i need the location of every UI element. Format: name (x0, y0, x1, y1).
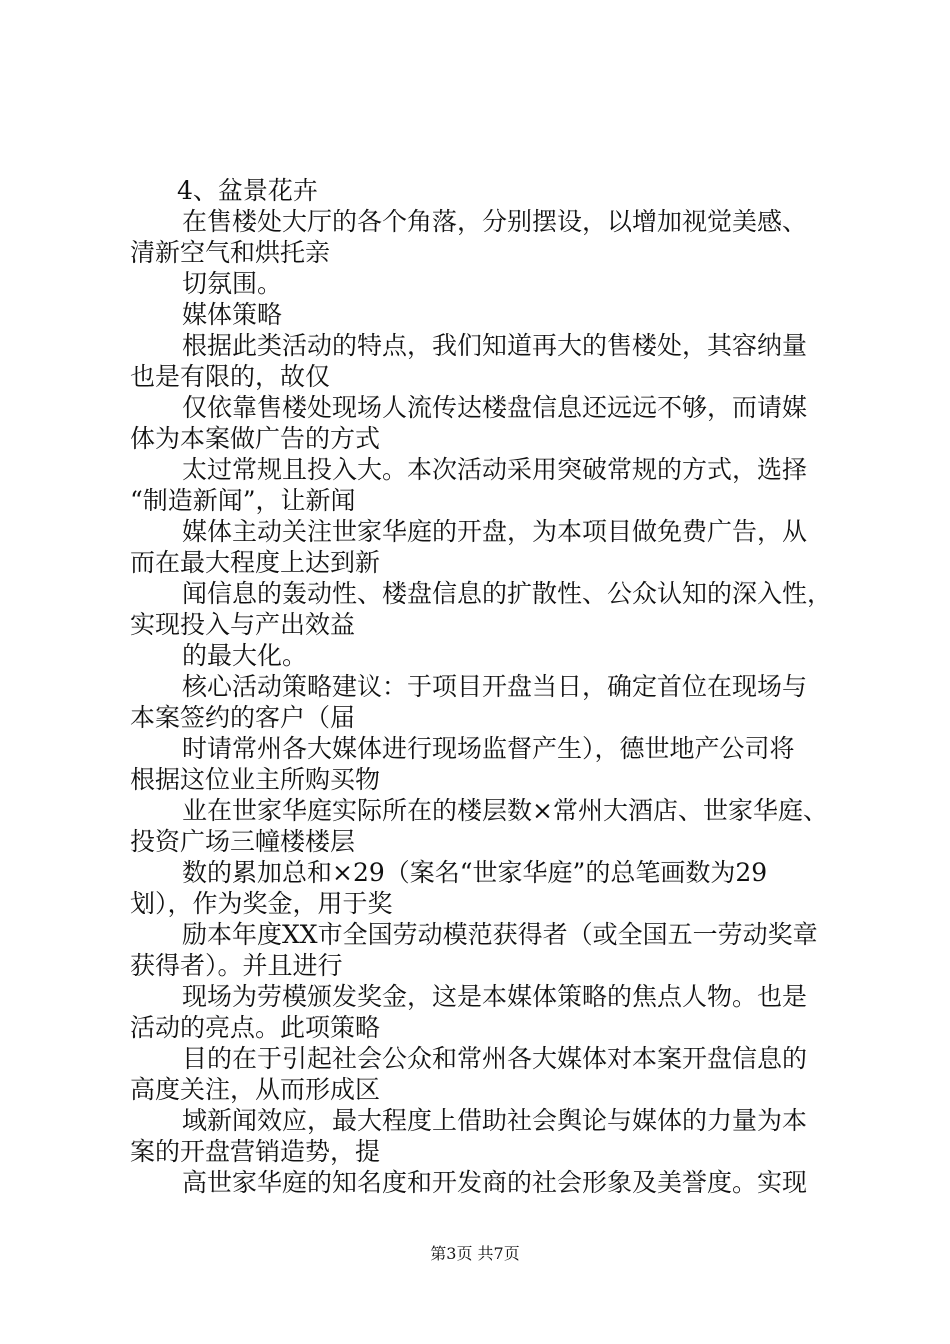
text-line: 案的开盘营销造势，提 (130, 1137, 381, 1166)
text-line: 而在最大程度上达到新 (130, 548, 381, 577)
text-line: 域新闻效应，最大程度上借助社会舆论与媒体的力量为本 (182, 1106, 808, 1135)
text-line: 时请常州各大媒体进行现场监督产生），德世地产公司将 (182, 734, 795, 763)
text-line: 体为本案做广告的方式 (130, 424, 381, 453)
page-footer: 第3页 共7页 (430, 1244, 520, 1263)
text-line: 闻信息的轰动性、楼盘信息的扩散性、公众认知的深入性， (182, 579, 833, 608)
text-line: 的最大化。 (182, 641, 308, 670)
text-line: 仅依靠售楼处现场人流传达楼盘信息还远远不够，而请媒 (182, 393, 808, 422)
document-body (130, 175, 836, 1198)
text-line: 清新空气和烘托亲 (130, 238, 331, 267)
text-line: 本案签约的客户（届 (130, 703, 356, 732)
text-line: 数的累加总和×29（案名“世家华庭”的总笔画数为29 (182, 858, 768, 887)
text-line: 4、盆景花卉 (177, 176, 318, 205)
text-line: 在售楼处大厅的各个角落，分别摆设，以增加视觉美感、 (182, 207, 808, 236)
text-line: 高度关注，从而形成区 (130, 1075, 381, 1104)
text-line: 切氛围。 (182, 269, 283, 298)
text-line: 媒体策略 (182, 300, 283, 329)
text-line: 根据这位业主所购买物 (130, 765, 381, 794)
text-line: 划），作为奖金，用于奖 (130, 889, 393, 918)
text-line: 实现投入与产出效益 (130, 610, 356, 639)
text-line: 现场为劳模颁发奖金，这是本媒体策略的焦点人物。也是 (182, 982, 808, 1011)
text-line: “制造新闻”，让新闻 (130, 486, 356, 515)
text-line: 获得者）。并且进行 (130, 951, 343, 980)
text-line: 活动的亮点。此项策略 (130, 1013, 381, 1042)
text-line: 核心活动策略建议：于项目开盘当日，确定首位在现场与 (182, 672, 808, 701)
text-line: 媒体主动关注世家华庭的开盘，为本项目做免费广告，从 (182, 517, 808, 546)
text-line: 投资广场三幢楼楼层 (130, 827, 356, 856)
text-line: 高世家华庭的知名度和开发商的社会形象及美誉度。实现 (182, 1168, 808, 1197)
text-line: 目的在于引起社会公众和常州各大媒体对本案开盘信息的 (182, 1044, 808, 1073)
text-line: 也是有限的，故仅 (130, 362, 331, 391)
text-line: 根据此类活动的特点，我们知道再大的售楼处，其容纳量 (182, 331, 808, 360)
text-line: 业在世家华庭实际所在的楼层数×常州大酒店、世家华庭、 (182, 796, 828, 825)
text-line: 励本年度XX市全国劳动模范获得者（或全国五一劳动奖章 (182, 920, 818, 949)
text-line: 太过常规且投入大。本次活动采用突破常规的方式，选择 (182, 455, 808, 484)
